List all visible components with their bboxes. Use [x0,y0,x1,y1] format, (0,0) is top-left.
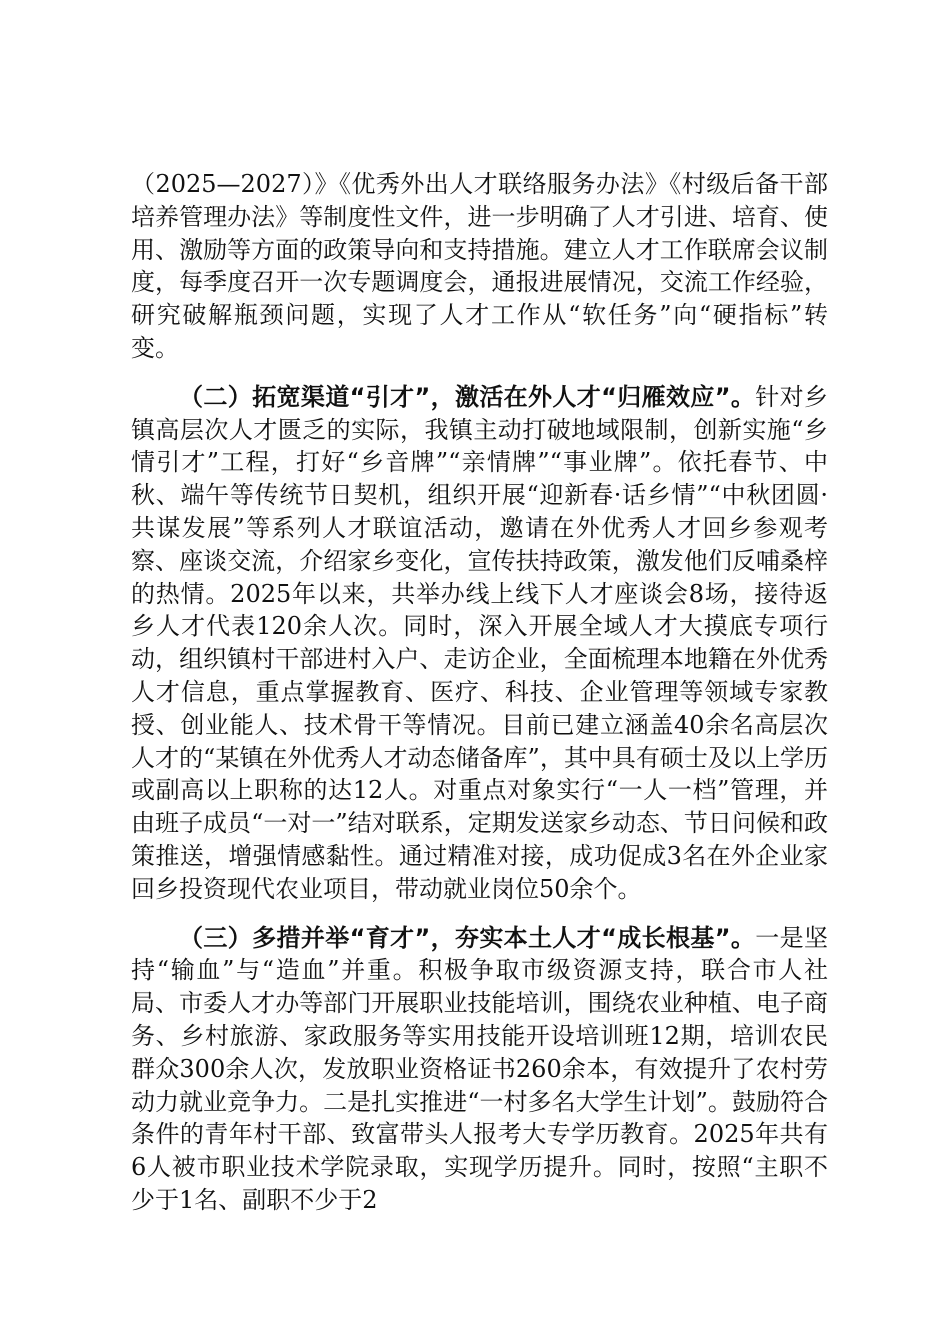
paragraph-continuation [131,168,828,365]
paragraph-section-2 [131,381,828,906]
document-page [131,168,828,1217]
section-heading: （二）拓宽渠道“引才”，激活在外人才“归雁效应”。 [179,382,756,411]
paragraph-section-3 [131,922,828,1217]
section-heading: （三）多措并举“育才”，夯实本土人才“成长根基”。 [179,923,756,952]
paragraph-body: 针对乡镇高层次人才匮乏的实际，我镇主动打破地域限制，创新实施“乡情引才”工程，打好“乡音牌”“亲情牌”“事业牌”。依托春节、中秋、端午等传统节日契机，组织开展“迎新春·话乡情”“中秋团圆·共谋发展”等系列人才联谊活动，邀请在外优秀人才回乡参观考察、座谈交流，介绍家乡变化，宣传扶持政策，激发他们反哺桑梓的热情。2025年以来，共举办线上线下人才座谈会8场，接待返乡人才代表120余人次。同时，深入开展全域人才大摸底专项行动，组织镇村干部进村入户、走访企业，全面梳理本地籍在外优秀人才信息，重点掌握教育、医疗、科技、企业管理等领域专家教授、创业能人、技术骨干等情况。目前已建立涵盖40余名高层次人才的“某镇在外优秀人才动态储备库”，其中具有硕士及以上学历或副高以上职称的达12人。对重点对象实行“一人一档”管理，并由班子成员“一对一”结对联系，定期发送家乡动态、节日问候和政策推送，增强情感黏性。通过精准对接，成功促成3名在外企业家回乡投资现代农业项目，带动就业岗位50余个。 [131,382,828,903]
paragraph-body: （2025—2027）》《优秀外出人才联络服务办法》《村级后备干部培养管理办法》等制度性文件，进一步明确了人才引进、培育、使用、激励等方面的政策导向和支持措施。建立人才工作联席会议制度，每季度召开一次专题调度会，通报进展情况，交流工作经验，研究破解瓶颈问题，实现了人才工作从“软任务”向“硬指标”转变。 [131,170,828,362]
paragraph-body: 一是坚持“输血”与“造血”并重。积极争取市级资源支持，联合市人社局、市委人才办等部门开展职业技能培训，围绕农业种植、电子商务、乡村旅游、家政服务等实用技能开设培训班12期，培训农民群众300余人次，发放职业资格证书260余本，有效提升了农村劳动力就业竞争力。二是扎实推进“一村多名大学生计划”。鼓励符合条件的青年村干部、致富带头人报考大专学历教育。2025年共有6人被市职业技术学院录取，实现学历提升。同时，按照“主职不少于1名、副职不少于2 [131,923,828,1214]
